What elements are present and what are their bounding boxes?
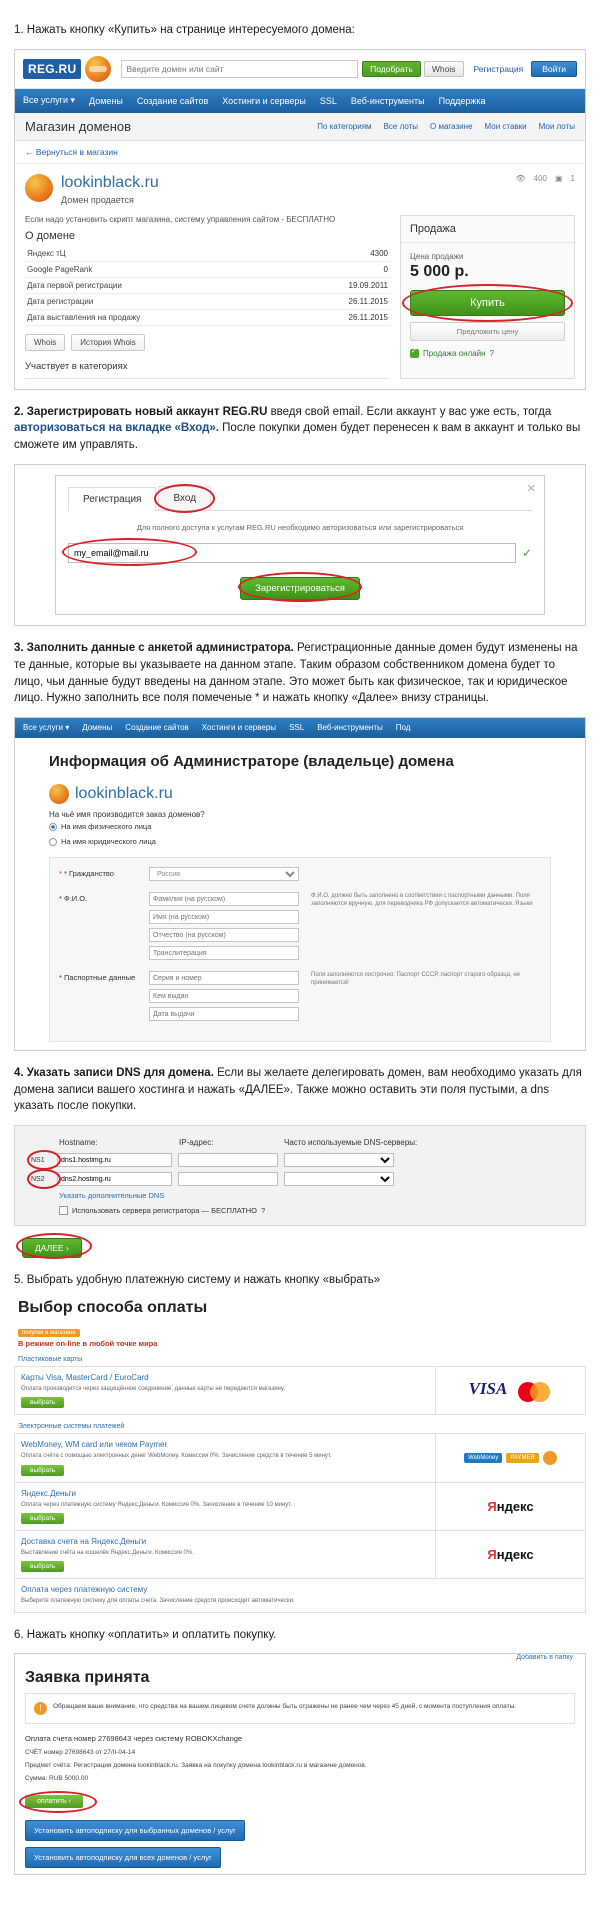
- payment-selection-screenshot: [14, 1299, 586, 1613]
- eye-icon: 👁: [515, 173, 526, 183]
- passport-issuer-field[interactable]: [149, 989, 299, 1003]
- buy-button[interactable]: Купить: [410, 290, 565, 316]
- required-mark: *: [59, 869, 62, 879]
- domain-body: [15, 215, 585, 389]
- payment-logo-cell: [436, 1530, 586, 1578]
- choose-button[interactable]: выбрать: [21, 1513, 64, 1524]
- warning-icon: !: [34, 1702, 47, 1715]
- domain-status: Домен продается: [61, 194, 134, 205]
- order-line-2: Предмет счёта: Регистрация домена lookinblack.ru. Заявка на покупку домена lookinblack.ru в магазине доменов.: [25, 1762, 367, 1770]
- info-value: 26.11.2015: [291, 309, 390, 325]
- nav-item-domains[interactable]: Домены: [82, 723, 113, 733]
- table-row: [25, 277, 390, 293]
- submit-row: [68, 577, 532, 600]
- shop-links: [317, 122, 575, 131]
- payment-method-desc: Оплата через платежную систему Яндекс.Деньги. Комиссия 0%. Зачисление в течение 10 минут.: [21, 1501, 292, 1508]
- payment-page-title: Выбор способа оплаты: [18, 1298, 208, 1316]
- payment-promo: В режиме on-line в любой точке мира: [18, 1338, 158, 1348]
- online-sale-label: Продажа онлайн: [423, 348, 486, 358]
- close-icon[interactable]: ✕: [526, 482, 536, 495]
- admin-domain-name: lookinblack.ru: [75, 785, 173, 803]
- domain-header: [15, 164, 585, 215]
- order-warning: [34, 1702, 566, 1715]
- account-area: [474, 61, 578, 77]
- choose-button[interactable]: выбрать: [21, 1397, 64, 1408]
- shop-link-all-lots[interactable]: Все лоты: [383, 121, 419, 131]
- order-payment-heading: Оплата счета номер 27698643 через систему ROBOKXchange: [25, 1734, 243, 1744]
- payment-method-name[interactable]: WebMoney, WM card или чеком Paymer: [21, 1440, 168, 1450]
- autopay-selected-button[interactable]: Установить автоподписку для выбранных доменов / услуг: [25, 1820, 245, 1841]
- online-sale-status: [410, 349, 565, 358]
- registrar-dns-label: Использовать сервера регистратора — БЕСПЛАТНО: [72, 1206, 258, 1216]
- pay-button[interactable]: оплатить ›: [25, 1795, 83, 1808]
- nav-item-ssl[interactable]: SSL: [319, 95, 337, 106]
- help-icon[interactable]: ?: [489, 348, 494, 358]
- shop-link-my-lots[interactable]: Мои лоты: [538, 121, 575, 131]
- step-5-text: 5. Выбрать удобную платежную систему и нажать кнопку «выбрать»: [14, 1274, 381, 1287]
- nav-item-ssl[interactable]: SSL: [289, 723, 305, 733]
- table-row: [15, 1434, 586, 1482]
- step-4-bold: 4. Указать записи DNS для домена.: [14, 1067, 214, 1080]
- next-button-wrapper: [14, 1226, 82, 1258]
- register-link[interactable]: Регистрация: [473, 63, 524, 74]
- sale-panel-title: Продажа: [401, 216, 574, 243]
- views-count: 400: [533, 173, 547, 183]
- payment-method-desc: Выберите платежную систему для оплаты счета. Зачисление средств происходит автоматически.: [21, 1598, 295, 1605]
- dns-row-1: [31, 1153, 569, 1167]
- nav-item-support[interactable]: Поддержка: [438, 95, 486, 106]
- dns-col-common: Часто используемые DNS-серверы:: [284, 1138, 418, 1148]
- passport-control: [149, 971, 299, 1025]
- dns-column-headers: [31, 1138, 569, 1147]
- info-key: Дата первой регистрации: [25, 277, 291, 293]
- nav-item-all-services[interactable]: Все услуги ▾: [23, 95, 75, 106]
- table-row: [15, 1482, 586, 1530]
- order-title: Заявка принята: [25, 1669, 150, 1687]
- surname-field[interactable]: [149, 892, 299, 906]
- domain-search-input[interactable]: [121, 60, 358, 78]
- label-fio: * Ф.И.О.: [59, 894, 88, 904]
- info-value: 19.09.2011: [291, 277, 390, 293]
- add-more-dns-link[interactable]: Указать дополнительные DNS: [59, 1191, 165, 1201]
- step-2-plain-d: После покупки домен будет перенесен к вам в аккаунт и только вы сможете им управлять.: [14, 422, 581, 452]
- info-key: Дата регистрации: [25, 293, 291, 309]
- sale-panel: [400, 215, 575, 379]
- nav-item-web-tools[interactable]: Веб-инструменты: [350, 95, 425, 106]
- whois-chips: [25, 334, 390, 351]
- admin-question: На чьё имя производится заказ доменов?: [49, 810, 205, 820]
- payment-cell-info: [15, 1434, 436, 1482]
- step-4-plain: Если вы желаете делегировать домен, вам необходимо указать для домена записи вашего хостинга и нажать «ДАЛЕЕ». Также можно оставить эти поля пустыми, а dns указать после покупки.: [14, 1067, 582, 1113]
- payment-logo-cell: [436, 1482, 586, 1530]
- step-3-bold: 3. Заполнить данные с анкетой администратора.: [14, 642, 294, 655]
- domain-stats: [515, 174, 575, 183]
- info-value: 26.11.2015: [291, 293, 390, 309]
- bids-count: 1: [570, 173, 575, 183]
- webmoney-icon: WebMoney PAYMER: [442, 1451, 579, 1465]
- payment-logo-cell: [436, 1434, 586, 1482]
- dns-col-hostname: Hostname:: [59, 1138, 98, 1148]
- shop-subbar: [15, 113, 585, 141]
- radio-row-company[interactable]: [15, 834, 585, 849]
- help-icon[interactable]: ?: [261, 1206, 266, 1216]
- info-key: Google PageRank: [25, 261, 291, 277]
- email-field[interactable]: [68, 543, 516, 563]
- tab-login-label: Вход: [173, 492, 197, 504]
- dns-col-ip: IP-адрес:: [179, 1138, 214, 1148]
- price-label: Цена продажи: [410, 251, 464, 261]
- payment-table-emoney: [14, 1433, 586, 1613]
- label-citizenship: [59, 867, 149, 885]
- order-warning-box: [25, 1693, 575, 1724]
- table-row: [15, 1530, 586, 1578]
- payment-method-desc: Оплата производится через защищённое соединение, данные карты не передаются магазину.: [21, 1385, 285, 1392]
- modal-tabs: [68, 486, 532, 511]
- admin-main-nav: [15, 718, 585, 738]
- translit-field[interactable]: [149, 946, 299, 960]
- name-field[interactable]: [149, 910, 299, 924]
- payment-section-cards-label: Пластиковые карты: [18, 1355, 83, 1363]
- yandex-icon: Яндекс: [487, 1547, 534, 1563]
- registration-modal-screenshot: [14, 464, 586, 627]
- order-line-3: Сумма: RUB 5000.00: [25, 1774, 89, 1782]
- payment-method-desc: Оплата счёта с помощью электронных денег WebMoney. Комиссия 0%. Зачисление средств в течение 5 минут.: [21, 1453, 332, 1460]
- payment-method-name[interactable]: Карты Visa, MasterCard / EuroCard: [21, 1372, 149, 1382]
- pay-button-wrapper: [15, 1787, 83, 1814]
- fio-control: [149, 892, 299, 964]
- register-submit-button[interactable]: Зарегистрироваться: [240, 577, 360, 600]
- payment-section-emoney-label: Электронные системы платежей: [18, 1423, 125, 1431]
- next-button[interactable]: ДАЛЕЕ ›: [22, 1238, 82, 1258]
- dns2-hostname-field[interactable]: [57, 1172, 172, 1186]
- info-value: 0: [291, 261, 390, 277]
- about-title: О домене: [25, 229, 76, 242]
- table-row: [25, 293, 390, 309]
- categories-title: Участвует в категориях: [25, 361, 390, 379]
- citizenship-select[interactable]: [149, 867, 299, 881]
- payment-cell-info: [15, 1579, 586, 1612]
- regru-header: [15, 50, 585, 89]
- payment-badge-row: [18, 1325, 586, 1337]
- main-nav: [15, 89, 585, 113]
- citizenship-hint: [299, 867, 541, 885]
- form-row-fio: [59, 892, 541, 964]
- radio-row-individual[interactable]: [15, 819, 585, 834]
- sale-panel-body: [401, 243, 574, 367]
- step-2-bold-c: авторизоваться на вкладке «Вход».: [14, 422, 219, 435]
- payment-cell-info: [15, 1482, 436, 1530]
- valid-check-icon: ✓: [521, 546, 532, 561]
- step-3-text: [14, 640, 586, 707]
- form-row-passport: [59, 971, 541, 1025]
- visa-icon: VISA: [468, 1379, 508, 1399]
- dns-settings-screenshot: [14, 1125, 586, 1226]
- buy-button-wrapper: [410, 290, 565, 316]
- radio-label-company: На имя юридического лица: [61, 837, 156, 847]
- step-1-text: 1. Нажать кнопку «Купить» на странице интересуемого домена:: [14, 24, 355, 36]
- fio-hint: Ф.И.О. должно быть заполнено в соответствии с паспортными данными. Поля заполняются вручную, для переводчика РФ допускается автоматически. Языки: [311, 893, 533, 908]
- radio-icon: [49, 823, 57, 831]
- autopay-all-button[interactable]: Установить автоподписку для всех доменов / услуг: [25, 1847, 221, 1868]
- whois-button[interactable]: Whois: [424, 61, 464, 77]
- domain-search-area: [121, 60, 463, 78]
- yandex-icon: Яндекс: [487, 1498, 534, 1514]
- nav-item-site-builder[interactable]: Создание сайтов: [125, 723, 189, 733]
- admin-form-screenshot: [14, 717, 586, 1051]
- choose-button[interactable]: выбрать: [21, 1561, 64, 1572]
- whois-chip[interactable]: Whois: [25, 334, 65, 351]
- step-3-plain: Регистрационные данные домен будут изменены на те данные, которые вы указываете на данном этапе. Таким образом собственником домена будет то лицо, чьи данные будут введены на данном этапе. Это может быть как физическое, так и юридическое лицо. Нужно заполнить все поля помеченые * и нажать кнопку «Далее» внизу страницы.: [14, 642, 578, 705]
- step-6-text: 6. Нажать кнопку «оплатить» и оплатить покупку.: [14, 1628, 277, 1641]
- whois-history-chip[interactable]: История Whois: [71, 334, 144, 351]
- checkbox-icon: [59, 1206, 68, 1215]
- radio-icon: [49, 838, 57, 846]
- pick-domain-button[interactable]: Подобрать: [362, 61, 421, 77]
- breadcrumb[interactable]: ← Вернуться в магазин: [15, 141, 585, 164]
- order-accepted-screenshot: [14, 1653, 586, 1874]
- table-row: [15, 1366, 586, 1414]
- passport-serial-field[interactable]: [149, 971, 299, 985]
- dns-row-2: [31, 1172, 569, 1186]
- regru-ball-icon: [85, 56, 111, 82]
- table-row: [15, 1579, 586, 1612]
- order-warning-text: Обращаем ваше внимание, что средства на вашем лицевом счете должны быть отражены не ранее чем через 45 дней, с момента поступления оплаты.: [53, 1703, 517, 1711]
- step-4-text: [14, 1065, 586, 1115]
- tab-registration[interactable]: Регистрация: [68, 487, 156, 511]
- info-value: 4300: [291, 246, 390, 262]
- radio-label-individual: На имя физического лица: [61, 822, 152, 832]
- passport-date-field[interactable]: [149, 1007, 299, 1021]
- dns1-ip-field[interactable]: [178, 1153, 278, 1167]
- promo-line: Если надо установить скрипт магазина, систему управления сайтом - БЕСПЛАТНО: [25, 214, 336, 224]
- payment-logo-cell: [436, 1366, 586, 1414]
- dns-row-2-tag: NS2: [31, 1175, 45, 1183]
- nav-item-hosting[interactable]: Хостинги и серверы: [201, 723, 277, 733]
- payment-cell-info: [15, 1530, 436, 1578]
- info-key: Яндекс тЦ: [25, 246, 291, 262]
- table-row: [25, 309, 390, 325]
- bid-icon: ▣: [554, 173, 563, 183]
- passport-hint: Поля заполняются построчно: Паспорт СССР, паспорт старого образца, не принимается!: [311, 972, 520, 987]
- nav-item-hosting[interactable]: Хостинги и серверы: [222, 95, 306, 106]
- nav-item-support[interactable]: Под: [395, 723, 411, 733]
- step-2-plain-b: введя свой email. Если аккаунт у вас уже есть, тогда: [267, 405, 552, 418]
- dns1-common-select[interactable]: [284, 1153, 394, 1167]
- payment-cell-info: [15, 1366, 436, 1414]
- email-row: [68, 543, 532, 563]
- domain-globe-icon: [49, 784, 69, 804]
- table-row: [25, 246, 390, 262]
- tab-login[interactable]: [158, 486, 211, 510]
- regru-logo-text: REG.RU: [23, 59, 81, 79]
- domain-info-table: [25, 246, 390, 326]
- add-to-folder-link[interactable]: Добавить в папку: [516, 1654, 573, 1662]
- dns1-hostname-field[interactable]: [57, 1153, 172, 1167]
- dns2-ip-field[interactable]: [178, 1172, 278, 1186]
- nav-item-site-builder[interactable]: Создание сайтов: [136, 95, 209, 106]
- order-line-1: СЧЁТ номер 27698643 от 27/II-04-14: [25, 1749, 136, 1757]
- payment-table-cards: [14, 1366, 586, 1415]
- step-2-bold-a: 2. Зарегистрировать новый аккаунт REG.RU: [14, 405, 268, 418]
- choose-button[interactable]: выбрать: [21, 1465, 64, 1476]
- nav-item-all-services[interactable]: Все услуги ▾: [23, 723, 70, 733]
- citizenship-control: [149, 867, 299, 885]
- regru-logo[interactable]: [23, 56, 111, 82]
- patronymic-field[interactable]: [149, 928, 299, 942]
- shop-title: Магазин доменов: [25, 118, 132, 134]
- registration-modal: [55, 475, 545, 616]
- domain-globe-icon: [25, 174, 53, 202]
- nav-item-web-tools[interactable]: Веб-инструменты: [317, 723, 383, 733]
- page-title: lookinblack.ru: [61, 173, 159, 191]
- payment-method-name[interactable]: Доставка счета на Яндекс.Деньги: [21, 1536, 147, 1546]
- table-row: [25, 261, 390, 277]
- step-2-text: [14, 404, 586, 454]
- dns-row-1-tag: NS1: [31, 1156, 45, 1164]
- check-icon: [410, 349, 419, 358]
- price-value: 5 000 р.: [410, 262, 469, 280]
- modal-note: Для полного доступа к услугам REG.RU необходимо авторизоваться или зарегистрироваться: [136, 522, 464, 532]
- label-passport: * Паспортные данные: [59, 973, 136, 983]
- domain-info-column: [25, 215, 390, 379]
- nav-item-domains[interactable]: Домены: [89, 95, 123, 106]
- shop-purchase-badge: покупки в магазине: [18, 1329, 80, 1337]
- registrar-dns-checkbox-row[interactable]: [59, 1206, 569, 1215]
- info-key: Дата выставления на продажу: [25, 309, 291, 325]
- shop-link-about[interactable]: О магазине: [430, 121, 473, 131]
- admin-page-title: Информация об Администраторе (владельце) домена: [49, 752, 454, 770]
- payment-method-name[interactable]: Яндекс.Деньги: [21, 1488, 76, 1498]
- admin-form-box: [49, 857, 551, 1042]
- dns2-common-select[interactable]: [284, 1172, 394, 1186]
- login-button[interactable]: Войти: [531, 61, 577, 77]
- payment-method-desc: Выставление счёта на кошелёк Яндекс.Деньги. Комиссия 0%.: [21, 1549, 194, 1556]
- regru-domain-page-screenshot: [14, 49, 586, 390]
- offer-price-button[interactable]: Предложить цену: [410, 322, 565, 341]
- admin-domain-row: [15, 772, 585, 810]
- mastercard-icon: [518, 1382, 552, 1402]
- shop-link-categories[interactable]: По категориям: [317, 121, 372, 131]
- form-row-citizenship: [59, 867, 541, 885]
- label-citizenship-text: * Гражданство: [64, 869, 114, 879]
- payment-method-name[interactable]: Оплата через платежную систему: [21, 1585, 148, 1595]
- shop-link-my-bids[interactable]: Мои ставки: [484, 121, 527, 131]
